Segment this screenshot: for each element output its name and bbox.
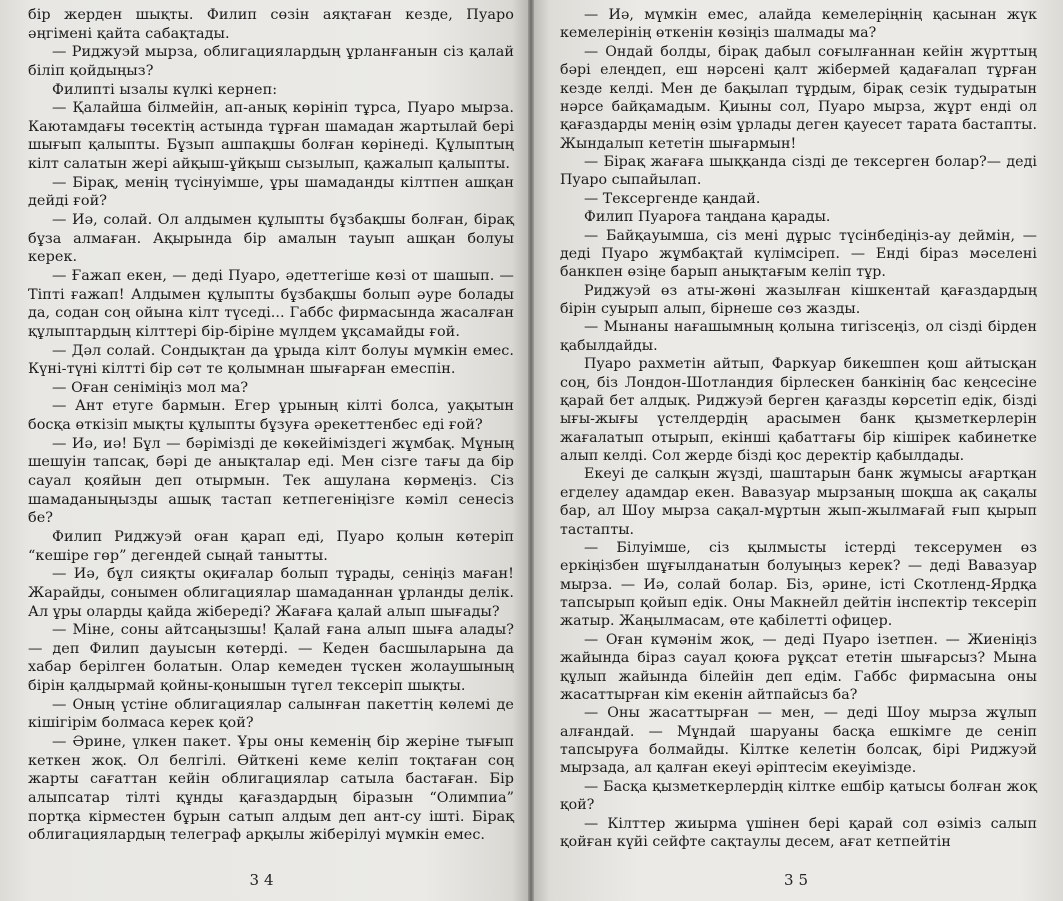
- paragraph: бір жерден шықты. Филип сөзін аяқтаған кезде, Пуаро әңгімені қайта сабақтады.: [28, 7, 514, 42]
- paragraph: — Байқауымша, сіз мені дұрыс түсінбедіңіз-ау деймін, — деді Пуаро жұмбақтай күлімсіреп. — Енді біраз мәселені банкпен өзіңе барып анықтағым келіп тұр.: [560, 227, 1037, 281]
- paragraph: — Білуімше, сіз қылмысты істерді тексерумен өз еркіңізбен шұғылданатын болуыңыз керек? — деді Вавазуар мырза. — Иә, солай болар. Біз, әрине, істі Скотленд-Ярдқа тапсырып қойып едік. Оны Макнейл дейтін інспектір тексеріп жатыр. Жаңылмасам, өте қабілетті офицер.: [560, 539, 1037, 630]
- page-number: 34: [249, 871, 279, 889]
- paragraph: Екеуі де салқын жүзді, шаштарын банк жұмысы ағартқан егделеу адамдар екен. Вавазуар мырзаның шоқша ақ сақалы бар, ал Шоу мырза сақал-мұртын жып-жылмағай ғып қырып тастапты.: [560, 466, 1037, 538]
- page-number: 35: [783, 871, 814, 889]
- paragraph: Пуаро рахметін айтып, Фаркуар бикешпен қош айтысқан соң, біз Лондон-Шотландия бірлескен банкінің бас кеңсесіне қарай бет алдық. Риджуэй берген қағазды көрсетіп едік, бізді ығы-жығы үстелдердің арасымен банк қызметкерлерін жағалатып отырып, екінші қабаттағы бір кішірек кабинетке алып келді. Сол жерде бізді қос деректір қабылдады.: [560, 356, 1037, 464]
- paragraph: — Оған күмәнім жоқ, — деді Пуаро ізетпен. — Жиеніңіз жайында біраз сауал қоюға рұқсат ететін шығарсыз? Мына құлып жайында білейін деп едім. Габбс фирмасына оны жасаттырған кім екенін айтпайсыз ба?: [560, 631, 1037, 703]
- paragraph: Филипті ызалы күлкі кернеп:: [52, 81, 278, 98]
- paragraph: Филип Риджуэй оған қарап еді, Пуаро қолын көтеріп “кешіре гөр” дегендей сыңай танытты.: [28, 528, 514, 564]
- paragraph: — Иә, мүмкін емес, алайда кемелеріңнің қасынан жүк кемелерінің өткенін көзіңіз шалмады ма?: [560, 7, 1037, 42]
- paragraph: — Ғажап екен, — деді Пуаро, әдеттегіше көзі от шашып. — Тіпті ғажап! Алдымен құлыпты бұзбақшы болып әуре болады да, содан соң ойына кілт түседі... Габбс фирмасында жасалған құлыптардың кілттері бір-біріне мүлдем ұқсамайды ғой.: [28, 267, 514, 340]
- paragraph: — Қалайша білмейін, ап-анық көрініп тұрса, Пуаро мырза. Каютамдағы төсектің астында тұрған шамадан жартылай бері шығып қалыпты. Бұзып ашпақшы болған көрінеді. Құлыптың кілт салатын жері айқыш-ұйқыш сызылып, қажалып қалыпты.: [28, 100, 514, 173]
- paragraph: — Бірақ жағаға шыққанда сізді де тексерген болар?— деді Пуаро сыпайылап.: [560, 154, 1037, 189]
- paragraph: — Кілттер жиырма үшінен бері қарай сол өзіміз салып қойған күйі сейфте сақтаулы десем, ағат кетпейтін: [560, 815, 1037, 850]
- left-page: [0, 0, 528, 901]
- right-page-text: [560, 6, 1037, 851]
- paragraph: — Дәл солай. Сондықтан да ұрыда кілт болуы мүмкін емес. Күні-түні кілтті бір сәт те қолымнан шығарған емеспін.: [28, 342, 514, 378]
- paragraph: — Әрине, үлкен пакет. Ұры оны кеменің бір жеріне тығып кеткен жоқ. Ол белгілі. Өйткені кеме келіп тоқтаған соң жарты сағаттан кейін облигациялар сатыла бастаған. Бір алыпсатар тілті құнды қағаздардың біразын “Олимпиа” портқа кірместен бұрын сатып алдым деп ант-су ішті. Бірақ облигациялардың телеграф арқылы жіберілуі мүмкін емес.: [28, 733, 514, 844]
- paragraph: — Иә, иә! Бұл — бәрімізді де көкейіміздегі жұмбақ. Мұның шешуін тапсақ, бәрі де анықталар еді. Мен сізге тағы да бір сауал қояйын деп отырмын. Тек ашулана көрмеңіз. Сіз шамаданыңызды ашық тастап кетпегеніңізге кәміл сенесіз бе?: [28, 435, 514, 527]
- paragraph: — Иә, бұл сияқты оқиғалар болып тұрады, сеніңіз маған! Жарайды, сонымен облигациялар шамаданнан ұрланды делік. Ал ұры оларды қайда жібереді? Жағаға қалай алып шығады?: [28, 566, 514, 620]
- paragraph: Филип Пуароға таңдана қарады.: [584, 209, 831, 226]
- paragraph: — Бірақ, менің түсінуімше, ұры шамаданды кілтпен ашқан дейді ғой?: [28, 174, 514, 210]
- paragraph: Риджуэй өз аты-жөні жазылған кішкентай қағаздардың бірін суырып алып, бірнеше сөз жазды.: [560, 282, 1037, 317]
- paragraph: — Ондай болды, бірақ дабыл соғылғаннан кейін жүрттың бәрі елеңдеп, еш нәрсені қалт жібермей қадағалап тұрған кезде келді. Мен де бақылап тұрдым, бірақ сезік тудыратын нәрсе байқамадым. Қиыны сол, Пуаро мырза, жұрт енді ол қағаздарды менің өзім ұрлады деген қауесет тарата бастапты. Жындалып кететін шығармын!: [560, 43, 1037, 152]
- paragraph: — Тексергенде қандай.: [584, 190, 761, 207]
- paragraph: — Риджуэй мырза, облигациялардың ұрланғанын сіз қалай біліп қойдыңыз?: [28, 44, 514, 79]
- paragraph: — Иә, солай. Ол алдымен құлыпты бұзбақшы болған, бірақ бұза алмаған. Ақырында бір амалын тауып ашқан болуы керек.: [28, 212, 514, 266]
- paragraph: — Оны жасаттырған — мен, — деді Шоу мырза жұлып алғандай. — Мұндай шаруаны басқа ешкімге де сеніп тапсыруға болмайды. Кілтке келетін болсақ, бірі Риджуэй мырзада, ал қалған екеуі әріптесім екеуімізде.: [560, 705, 1037, 777]
- paragraph: — Басқа қызметкерлердің кілтке ешбір қатысы болған жоқ қой?: [560, 778, 1037, 814]
- paragraph: — Оның үстіне облигациялар салынған пакеттің көлемі де кішігірім болмаса керек қой?: [28, 696, 514, 732]
- paragraph: — Мынаны нағашымның қолына тигізсеңіз, ол сізді бірден қабылдайды.: [560, 319, 1037, 354]
- paragraph: — Міне, соны айтсаңызшы! Қалай ғана алып шыға алады? — деп Филип дауысын көтерді. — Кеден басшыларына да хабар берілген болатын. Олар кемеден түскен жолаушының бірін қалдырмай қойны-қонышын түгел тексеріп шықты.: [28, 622, 514, 695]
- paragraph: — Оған сеніміңіз мол ма?: [52, 379, 249, 396]
- right-page: [534, 0, 1063, 901]
- paragraph: — Ант етуге бармын. Егер ұрының кілті болса, уақытын босқа өткізіп мықты құлыпты бұзуға әрекеттенбес еді ғой?: [28, 398, 514, 434]
- left-page-text: [28, 6, 514, 845]
